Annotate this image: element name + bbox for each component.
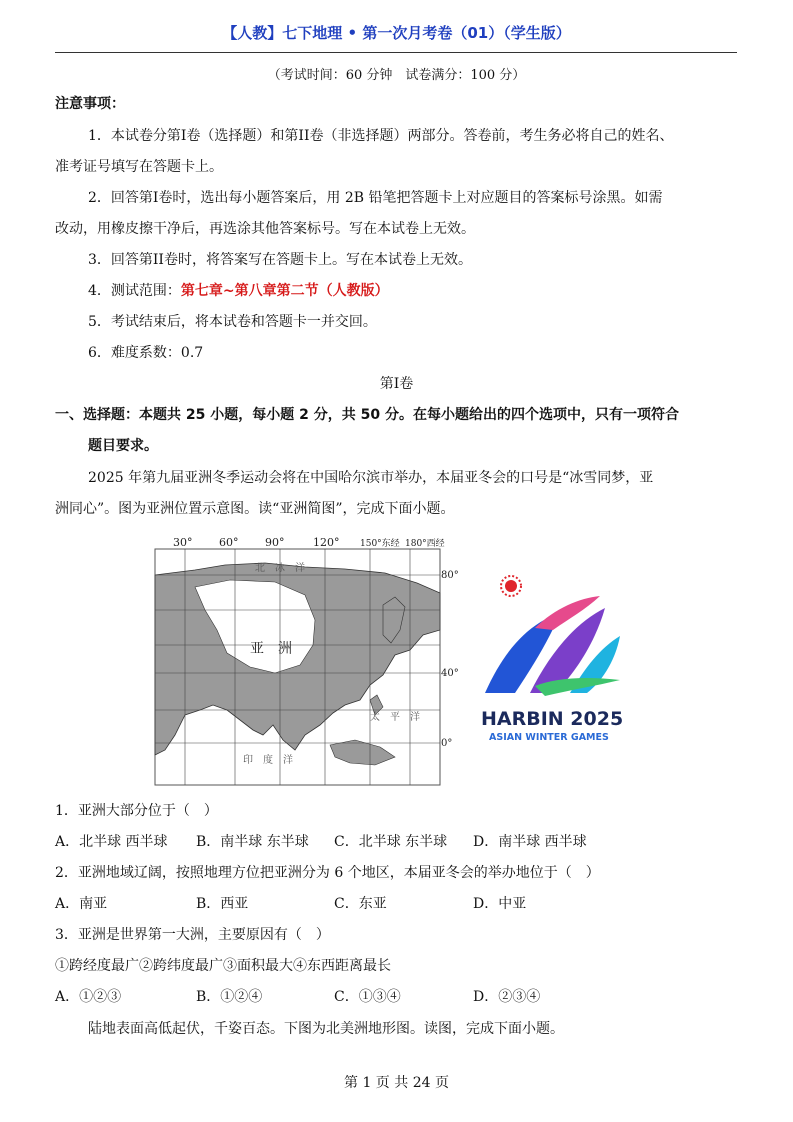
notes-heading: 注意事项： — [55, 96, 125, 112]
volume-title: 第I卷 — [379, 376, 414, 392]
question-3-option-c: C．①③④ — [334, 989, 401, 1005]
next-section-intro: 陆地表面高低起伏，千姿百态。下图为北美洲地形图。读图，完成下面小题。 — [88, 1021, 564, 1037]
question-2-stem: 2．亚洲地域辽阔，按照地理方位把亚洲分为 6 个地区，本届亚冬会的举办地位于（ ） — [55, 865, 600, 881]
map-lat-label: 80° — [441, 570, 459, 581]
intro-line-1: 2025 年第九届亚洲冬季运动会将在中国哈尔滨市举办，本届亚冬会的口号是“冰雪同梦，亚 — [88, 470, 654, 486]
map-lat-label: 40° — [441, 668, 459, 679]
question-3-option-a: A．①②③ — [55, 989, 122, 1005]
continent-label: 亚 洲 — [250, 641, 292, 657]
note-item-4 — [88, 281, 389, 301]
question-3-statements: ①跨经度最广②跨纬度最广③面积最大④东西距离最长 — [55, 958, 391, 974]
harbin-2025-logo — [475, 568, 635, 748]
note-item-1-line-2: 准考证号填写在答题卡上。 — [55, 159, 223, 175]
question-2-option-d: D．中亚 — [473, 896, 527, 912]
logo-title: HARBIN 2025 — [481, 708, 624, 730]
test-range: 第七章~第八章第二节（人教版） — [180, 283, 389, 299]
note-item-3: 3．回答第II卷时，将答案写在答题卡上。写在本试卷上无效。 — [88, 252, 472, 268]
question-2-option-a: A．南亚 — [55, 896, 108, 912]
map-lon-label: 120° — [313, 536, 340, 549]
section-title-line-2: 题目要求。 — [88, 438, 158, 454]
question-1-option-d: D．南半球 西半球 — [473, 834, 587, 850]
question-1-option-c: C．北半球 东半球 — [334, 834, 448, 850]
question-3-option-d: D．②③④ — [473, 989, 541, 1005]
asia-map-svg — [155, 535, 459, 785]
note-item-6: 6．难度系数：0.7 — [88, 345, 204, 361]
map-lon-label: 30° — [173, 536, 193, 549]
header-divider — [55, 52, 737, 53]
map-lon-label: 90° — [265, 536, 285, 549]
note-item-2-line-1: 2．回答第I卷时，选出每小题答案后，用 2B 铅笔把答题卡上对应题目的答案标号涂黑。如需 — [88, 190, 663, 206]
header-title: 【人教】七下地理 • 第一次月考卷（01）（学生版） — [222, 24, 571, 42]
page-footer: 第 1 页 共 24 页 — [344, 1075, 449, 1091]
map-lon-label: 180°西经 — [405, 539, 445, 549]
intro-line-2: 洲同心”。图为亚洲位置示意图。读“亚洲简图”，完成下面小题。 — [55, 501, 455, 517]
question-3-option-b: B．①②④ — [196, 989, 263, 1005]
section-title-line-1: 一、选择题：本题共 25 小题，每小题 2 分，共 50 分。在每小题给出的四个选项中，只有一项符合 — [55, 407, 679, 423]
note-item-4-prefix: 4．测试范围： — [88, 283, 181, 299]
map-lat-label: 0° — [441, 738, 453, 749]
logo-subtitle: ASIAN WINTER GAMES — [489, 732, 609, 743]
note-item-2-line-2: 改动，用橡皮擦干净后，再选涂其他答案标号。写在本试卷上无效。 — [55, 221, 475, 237]
map-lon-label: 60° — [219, 536, 239, 549]
logo-graphic — [475, 568, 635, 748]
ocean-label-indian: 印 度 洋 — [243, 755, 293, 766]
sun-emblem-icon — [501, 576, 521, 596]
note-item-5: 5．考试结束后，将本试卷和答题卡一并交回。 — [88, 314, 377, 330]
question-1-option-b: B．南半球 东半球 — [196, 834, 309, 850]
map-lon-label: 150°东经 — [360, 539, 400, 549]
question-2-option-b: B．西亚 — [196, 896, 249, 912]
note-item-1-line-1: 1．本试卷分第I卷（选择题）和第II卷（非选择题）两部分。答卷前，考生务必将自己的姓名、 — [88, 128, 674, 144]
ocean-label-arctic: 北 冰 洋 — [255, 563, 305, 574]
question-1-option-a: A．北半球 西半球 — [55, 834, 168, 850]
question-2-option-c: C．东亚 — [334, 896, 387, 912]
exam-info: （考试时间：60 分钟 试卷满分：100 分） — [267, 68, 526, 83]
ocean-label-pacific: 太 平 洋 — [370, 712, 420, 723]
question-1-stem: 1．亚洲大部分位于（ ） — [55, 803, 218, 819]
question-3-stem: 3．亚洲是世界第一大洲，主要原因有（ ） — [55, 927, 330, 943]
asia-map — [155, 535, 459, 785]
